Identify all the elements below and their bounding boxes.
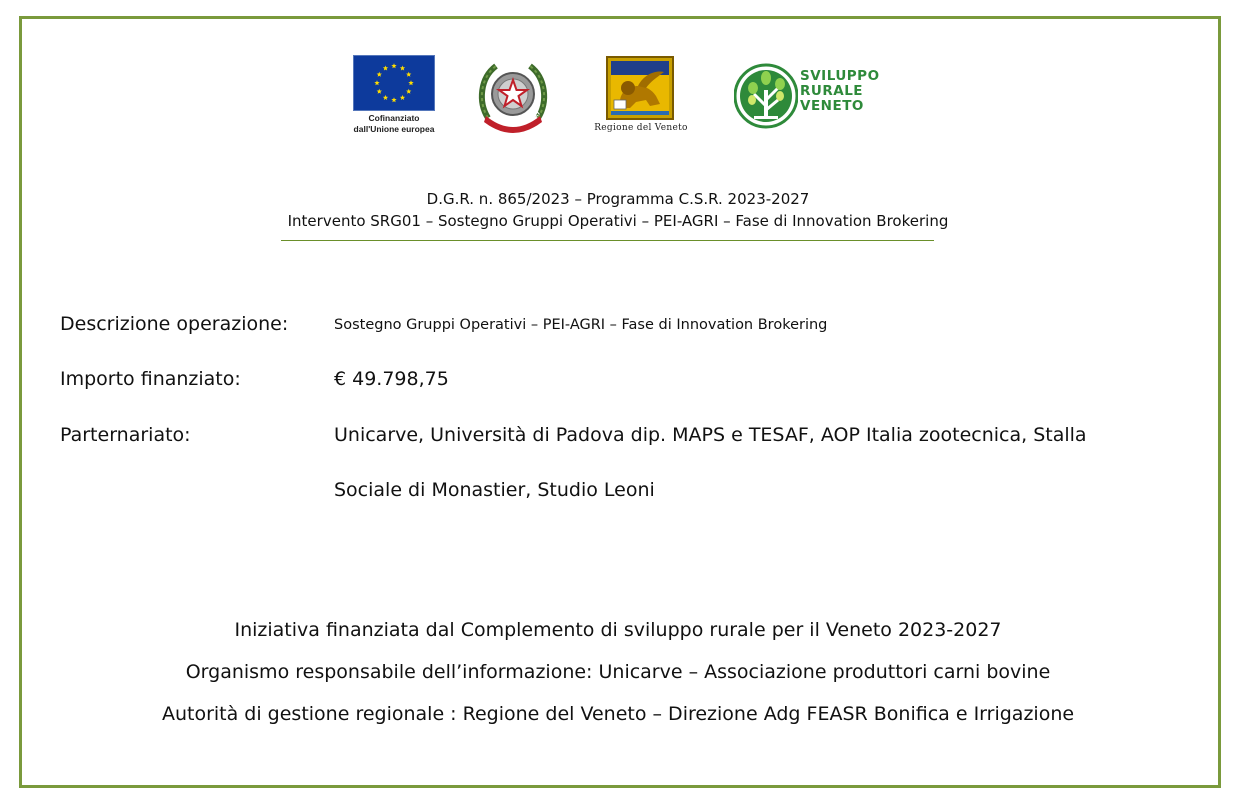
- partenariato-label: Parternariato:: [60, 424, 191, 446]
- eu-logo: [353, 55, 435, 137]
- eu-star: [377, 72, 382, 77]
- emblem-ribbon-text: REPUBBLICA ITALI: [488, 110, 542, 129]
- eu-stars-icon: [354, 56, 434, 110]
- eu-star: [400, 95, 405, 100]
- header-line2: Intervento SRG01 – Sostegno Gruppi Operativi – PEI-AGRI – Fase di Innovation Brokering: [287, 212, 949, 230]
- partenariato-value-line2: Sociale di Monastier, Studio Leoni: [334, 479, 655, 501]
- emblem-icon: [476, 56, 550, 136]
- importo-value: € 49.798,75: [334, 368, 449, 390]
- partenariato-value-line1: Unicarve, Università di Padova dip. MAPS e TESAF, AOP Italia zootecnica, Stalla: [334, 424, 1087, 446]
- eu-caption-line2: dall'Unione europea: [353, 124, 435, 134]
- eu-star: [408, 80, 413, 85]
- eu-star: [400, 65, 405, 70]
- programme-header: [0, 188, 1236, 232]
- eu-star: [406, 72, 411, 77]
- regione-veneto-caption: Regione del Veneto: [594, 123, 688, 133]
- eu-star: [391, 63, 396, 68]
- header-line1: D.G.R. n. 865/2023 – Programma C.S.R. 2023-2027: [426, 190, 810, 208]
- footer-line2: Organismo responsabile dell’informazione: Unicarve – Associazione produttori carni bovine: [185, 661, 1051, 683]
- eu-star: [391, 97, 396, 102]
- sviluppo-rurale-text: [800, 69, 880, 114]
- eu-star: [383, 95, 388, 100]
- regione-veneto-logo: [590, 56, 690, 138]
- eu-caption: [339, 113, 449, 135]
- sviluppo-line2: RURALE: [800, 83, 864, 99]
- italian-republic-emblem: [476, 56, 550, 136]
- eu-star: [406, 89, 411, 94]
- header-divider: [281, 240, 934, 241]
- eu-flag-icon: [353, 55, 435, 111]
- sviluppo-rurale-veneto-logo: [734, 54, 894, 138]
- footer-line3: Autorità di gestione regionale : Regione del Veneto – Direzione Adg FEASR Bonifica e Irrigazione: [161, 703, 1075, 725]
- importo-label: Importo finanziato:: [60, 368, 241, 390]
- sviluppo-line1: SVILUPPO: [800, 68, 880, 84]
- eu-star: [377, 89, 382, 94]
- logo-strip: [332, 38, 902, 153]
- lion-of-st-mark-icon: [590, 56, 690, 122]
- descrizione-label: Descrizione operazione:: [60, 313, 289, 335]
- descrizione-value: Sostegno Gruppi Operativi – PEI-AGRI – Fase di Innovation Brokering: [334, 317, 828, 333]
- tree-icon: [734, 54, 798, 138]
- eu-star: [374, 80, 379, 85]
- eu-caption-line1: Cofinanziato: [368, 113, 420, 123]
- sviluppo-line3: VENETO: [800, 98, 864, 114]
- eu-star: [383, 65, 388, 70]
- footer-line1: Iniziativa finanziata dal Complemento di sviluppo rurale per il Veneto 2023-2027: [234, 619, 1002, 641]
